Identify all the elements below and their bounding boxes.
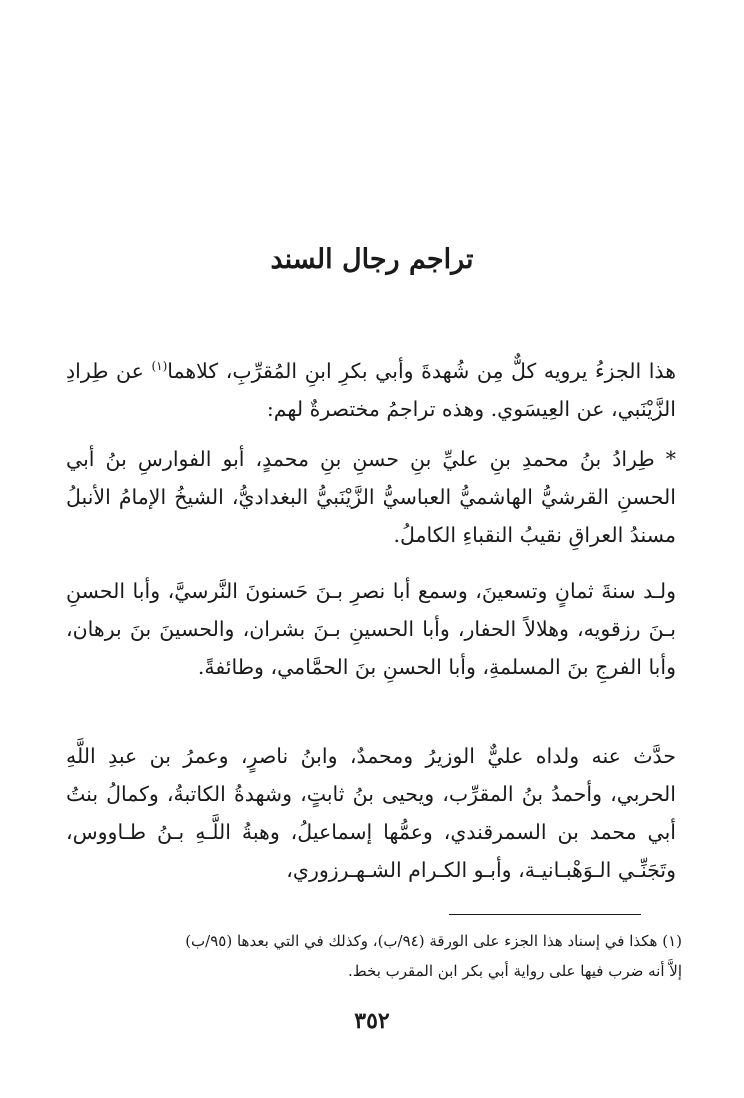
intro-text: هذا الجزءُ يرويه كلٌّ مِن شُهدةَ وأبي بكرِ ابنِ المُقرِّبِ، كلاهما (167, 359, 676, 383)
intro-text-continued: عن طِرادِ الزَّيْنَبي، عن العِيسَوي. وهذه تراجمُ مختصرةٌ لهم: (66, 359, 676, 421)
biography-name-text: * طِرادُ بنُ محمدِ بنِ عليِّ بنِ حسنِ بنِ محمدٍ، أبو الفوارسِ بنُ أبي الحسنِ القرشيُّ الهاشميُّ العباسيُّ الزَّيْنَبيُّ البغداديُّ، الشيخُ الإمامُ الأنبلُ مسندُ العراقِ نقيبُ النقباءِ الكاملُ. (66, 447, 676, 547)
biography-heading-paragraph (66, 440, 676, 554)
students-paragraph (66, 737, 676, 889)
footnote-divider (449, 914, 641, 915)
birth-teachers-text: ولـد سنةَ ثمانٍ وتسعينَ، وسمع أبا نصرِ بـنَ حَسنونَ النَّرسيَّ، وأبا الحسنِ بـنَ رزقويه، وهلالاً الحفار، وأبا الحسينِ بـنَ بشران، والحسينَ بنَ برهان، وأبا الفرجِ بنَ المسلمةِ، وأبا الحسنِ بنَ الحمَّامي، وطائفةً. (66, 579, 676, 679)
page-title: تراجم رجال السند (270, 244, 474, 275)
footnote-line-2: إلاَّ أنه ضرب فيها على رواية أبي بكر ابن المقرب بخط. (348, 962, 682, 980)
footnote-reference: (١) (151, 359, 168, 374)
footnote-line-1: (١) هكذا في إسناد هذا الجزء على الورقة (٩٤/ب)، وكذلك في التي بعدها (٩٥/ب) (185, 932, 682, 950)
students-text: حدَّث عنه ولداه عليٌّ الوزيرُ ومحمدٌ، وابنُ ناصرٍ، وعمرُ بن عبدِ اللَّهِ الحربي، وأحمدُ بنُ المقرِّب، ويحيى بنُ ثابتٍ، وشهدةُ الكاتبةُ، وكمالُ بنتُ أبي محمد بن السمرقندي، وعمُّها إسماعيلُ، وهبةُ اللَّـهِ بـنُ طـاووس، وتَجَنِّـي الـوَهْبـانيـة، وأبـو الكـرام الشـهـرزوري، (66, 744, 676, 882)
birth-teachers-paragraph (66, 572, 676, 686)
footnote (60, 926, 682, 986)
page-number: ٣٥٢ (354, 1008, 390, 1034)
intro-paragraph (66, 352, 676, 428)
